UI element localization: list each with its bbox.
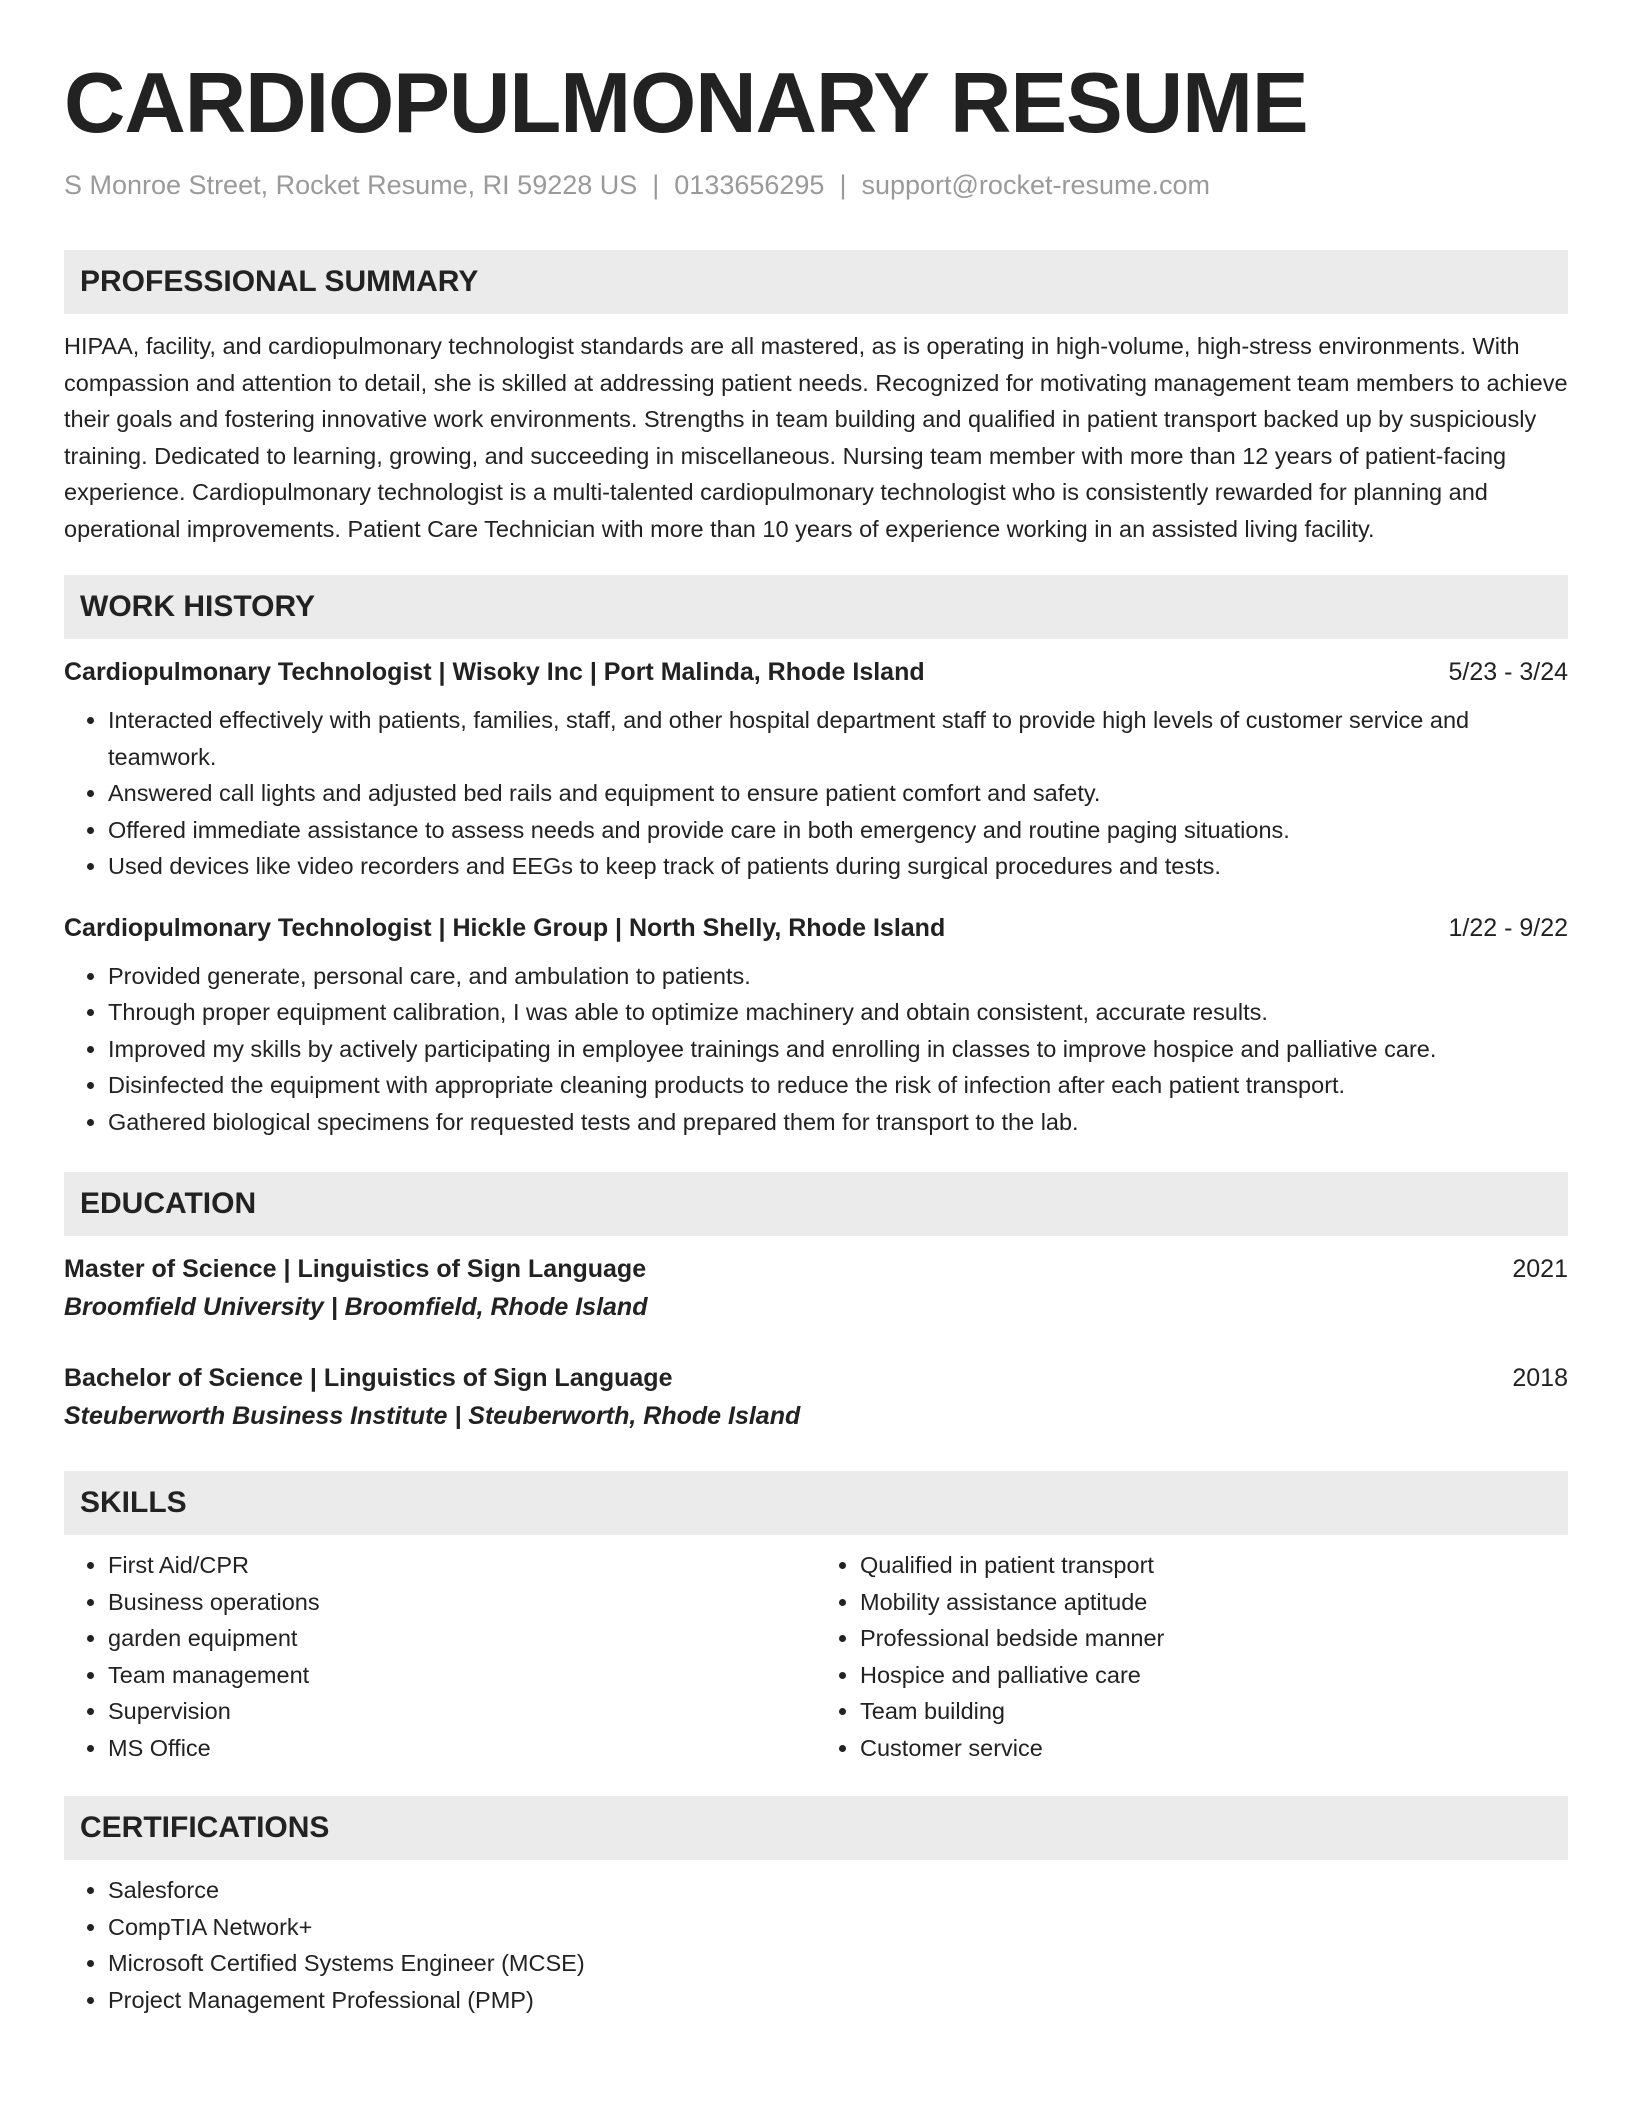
skill-item: • garden equipment	[108, 1620, 816, 1657]
section-heading-work: WORK HISTORY	[64, 575, 1568, 639]
contact-separator: |	[839, 170, 847, 200]
job-header	[64, 910, 1568, 946]
job-bullet: • Improved my skills by actively participating in employee trainings and enrolling in classes to improve hospice and palliative care.	[108, 1031, 1568, 1068]
job-bullet: • Disinfected the equipment with appropriate cleaning products to reduce the risk of infection after each patient transport.	[108, 1067, 1568, 1104]
job-header	[64, 654, 1568, 690]
contact-address: S Monroe Street, Rocket Resume, RI 59228 US	[64, 170, 638, 200]
summary-text: HIPAA, facility, and cardiopulmonary technologist standards are all mastered, as is operating in high-volume, high-stress environments. With compassion and attention to detail, she is skilled at addressing patient needs. Recognized for motivating management team members to achieve their goals and fostering innovative work environments. Strengths in team building and qualified in patient transport backed up by suspiciously training. Dedicated to learning, growing, and succeeding in miscellaneous. Nursing team member with more than 12 years of patient-facing experience. Cardiopulmonary technologist is a multi-talented cardiopulmonary technologist who is consistently rewarded for planning and operational improvements. Patient Care Technician with more than 10 years of experience working in an assisted living facility.	[64, 333, 1568, 542]
section-heading-skills: SKILLS	[64, 1471, 1568, 1535]
skill-item: • Team management	[108, 1657, 816, 1694]
job-dates: 5/23 - 3/24	[1448, 658, 1568, 686]
skills-list-right	[816, 1547, 1568, 1766]
job-bullet: • Offered immediate assistance to assess needs and provide care in both emergency and routine paging situations.	[108, 812, 1568, 849]
skill-item: • Mobility assistance aptitude	[860, 1584, 1568, 1621]
job-bullet: • Through proper equipment calibration, I was able to optimize machinery and obtain consistent, accurate results.	[108, 994, 1568, 1031]
education-entry	[64, 1360, 1568, 1436]
job-entry	[64, 910, 1568, 1141]
job-bullet: • Answered call lights and adjusted bed rails and equipment to ensure patient comfort and safety.	[108, 775, 1568, 812]
job-bullet: • Interacted effectively with patients, families, staff, and other hospital department staff to provide high levels of customer service and teamwork.	[108, 702, 1568, 775]
education-year: 2021	[1512, 1255, 1568, 1283]
certification-item: • CompTIA Network+	[108, 1909, 1568, 1946]
certification-item: • Microsoft Certified Systems Engineer (MCSE)	[108, 1945, 1568, 1982]
education-header	[64, 1251, 1568, 1287]
job-bullet: • Provided generate, personal care, and ambulation to patients.	[108, 958, 1568, 995]
education-year: 2018	[1512, 1364, 1568, 1392]
education-school: Steuberworth Business Institute | Steuberworth, Rhode Island	[64, 1402, 801, 1430]
education-degree: Bachelor of Science | Linguistics of Sign Language	[64, 1364, 673, 1392]
job-title: Cardiopulmonary Technologist | Wisoky Inc | Port Malinda, Rhode Island	[64, 658, 925, 686]
job-bullets	[64, 958, 1568, 1141]
skill-item: • Qualified in patient transport	[860, 1547, 1568, 1584]
education-school: Broomfield University | Broomfield, Rhode Island	[64, 1293, 648, 1321]
resume-title: CARDIOPULMONARY RESUME	[64, 56, 1308, 151]
job-title: Cardiopulmonary Technologist | Hickle Group | North Shelly, Rhode Island	[64, 913, 946, 942]
section-heading-certifications: CERTIFICATIONS	[64, 1796, 1568, 1860]
skill-item: • Professional bedside manner	[860, 1620, 1568, 1657]
contact-separator: |	[652, 170, 660, 200]
skill-item: • MS Office	[108, 1730, 816, 1767]
skill-item: • Business operations	[108, 1584, 816, 1621]
job-bullet: • Used devices like video recorders and EEGs to keep track of patients during surgical procedures and tests.	[108, 848, 1568, 885]
skill-item: • Team building	[860, 1693, 1568, 1730]
skill-item: • Supervision	[108, 1693, 816, 1730]
certification-item: • Project Management Professional (PMP)	[108, 1982, 1568, 2019]
job-bullet: • Gathered biological specimens for requested tests and prepared them for transport to the lab.	[108, 1104, 1568, 1141]
certification-item: • Salesforce	[108, 1872, 1568, 1909]
contact-email: support@rocket-resume.com	[861, 170, 1210, 200]
contact-line	[64, 168, 1568, 202]
education-header	[64, 1360, 1568, 1396]
skill-item: • Customer service	[860, 1730, 1568, 1767]
certifications-list	[64, 1872, 1568, 2018]
skills-columns	[64, 1535, 1568, 1766]
section-heading-summary: PROFESSIONAL SUMMARY	[64, 250, 1568, 314]
skill-item: • First Aid/CPR	[108, 1547, 816, 1584]
skills-list-left	[64, 1547, 816, 1766]
job-bullets	[64, 702, 1568, 885]
skill-item: • Hospice and palliative care	[860, 1657, 1568, 1694]
education-degree: Master of Science | Linguistics of Sign Language	[64, 1255, 647, 1283]
education-entry	[64, 1251, 1568, 1327]
job-entry	[64, 654, 1568, 885]
contact-phone: 0133656295	[674, 170, 825, 200]
job-dates: 1/22 - 9/22	[1448, 913, 1568, 942]
section-heading-education: EDUCATION	[64, 1172, 1568, 1236]
